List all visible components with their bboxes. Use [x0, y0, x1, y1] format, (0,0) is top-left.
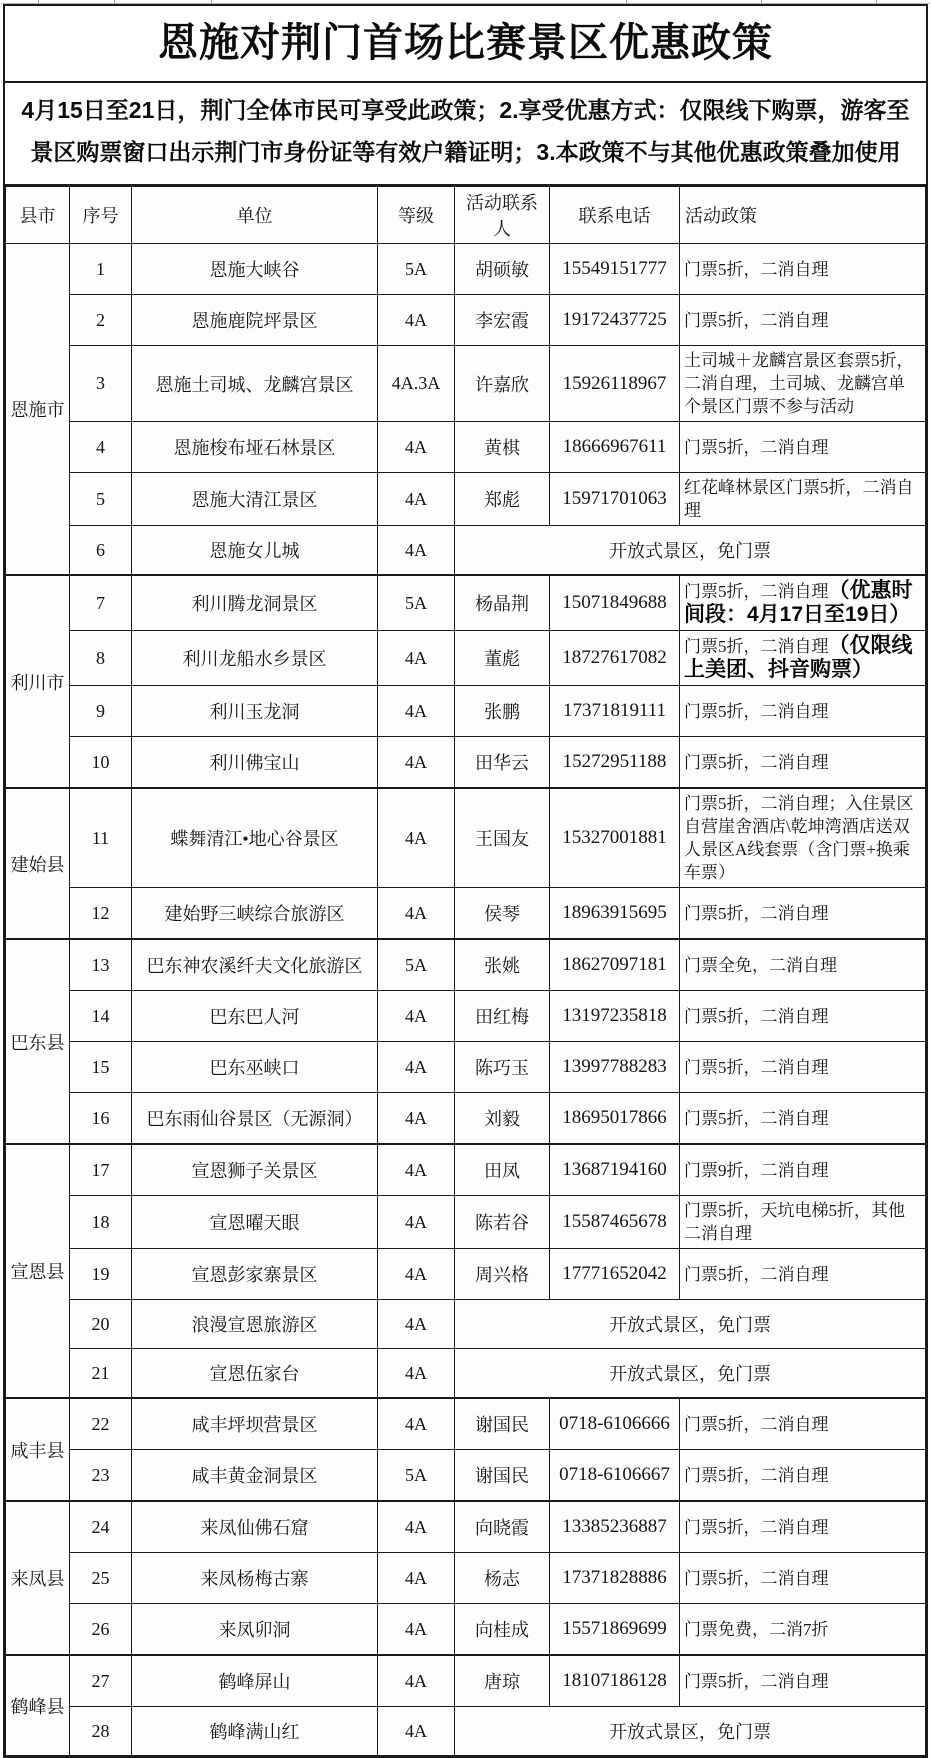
table-row [6, 1450, 926, 1502]
table-row [6, 1349, 926, 1399]
grade-cell: 4A [378, 1655, 455, 1707]
policy-cell [680, 575, 926, 631]
contact-cell: 向晓霞 [455, 1501, 550, 1553]
table-row [6, 1249, 926, 1300]
row-number-cell: 17 [70, 1144, 132, 1196]
unit-cell: 建始野三峡综合旅游区 [132, 888, 378, 940]
policy-text: 门票全免，二消自理 [684, 955, 837, 975]
grade-cell: 4A [378, 1196, 455, 1249]
table-row [6, 1501, 926, 1553]
unit-cell: 恩施鹿院坪景区 [132, 295, 378, 346]
unit-cell: 鹤峰满山红 [132, 1707, 378, 1756]
header-row [6, 187, 926, 244]
grade-cell: 4A [378, 295, 455, 346]
grade-cell: 5A [378, 244, 455, 295]
phone-cell: 15571869699 [550, 1604, 680, 1656]
table-row [6, 295, 926, 346]
policy-text: 门票5折，二消自理 [684, 582, 829, 601]
contact-cell: 黄棋 [455, 422, 550, 473]
phone-cell: 15272951188 [550, 737, 680, 789]
unit-cell: 利川佛宝山 [132, 737, 378, 789]
row-number-cell: 2 [70, 295, 132, 346]
unit-cell: 咸丰坪坝营景区 [132, 1398, 378, 1450]
unit-cell: 巴东巫峡口 [132, 1042, 378, 1093]
contact-cell: 王国友 [455, 788, 550, 888]
contact-cell: 杨志 [455, 1553, 550, 1604]
grade-cell: 4A.3A [378, 346, 455, 422]
policy-text: 门票5折，二消自理 [684, 1465, 829, 1485]
phone-cell: 17771652042 [550, 1249, 680, 1300]
phone-cell: 13385236887 [550, 1501, 680, 1553]
policy-text: 门票5折，天坑电梯5折，其他二消自理 [684, 1201, 905, 1243]
row-number-cell: 7 [70, 575, 132, 631]
policy-table [5, 186, 926, 1756]
unit-cell: 咸丰黄金洞景区 [132, 1450, 378, 1502]
table-row [6, 788, 926, 888]
row-number-cell: 19 [70, 1249, 132, 1300]
grade-cell: 4A [378, 1707, 455, 1756]
policy-cell [680, 1655, 926, 1707]
column-header-4: 活动联系人 [455, 187, 550, 244]
contact-cell: 田华云 [455, 737, 550, 789]
contact-cell: 许嘉欣 [455, 346, 550, 422]
phone-cell: 13687194160 [550, 1144, 680, 1196]
unit-cell: 恩施大峡谷 [132, 244, 378, 295]
policy-text: 门票5折，二消自理 [684, 903, 829, 923]
policy-bold-text: （优惠时间段：4月17日至19日） [684, 579, 913, 626]
policy-cell [680, 1093, 926, 1145]
policy-text: 门票5折，二消自理 [684, 1057, 829, 1077]
phone-cell: 19172437725 [550, 295, 680, 346]
policy-text: 门票5折，二消自理 [684, 1006, 829, 1026]
phone-cell: 0718-6106667 [550, 1450, 680, 1502]
contact-cell: 李宏霞 [455, 295, 550, 346]
policy-cell [680, 939, 926, 991]
table-row [6, 1300, 926, 1349]
policy-cell [680, 1450, 926, 1502]
grade-cell: 4A [378, 686, 455, 737]
unit-cell: 恩施女儿城 [132, 526, 378, 576]
table-row [6, 1196, 926, 1249]
grade-cell: 4A [378, 1249, 455, 1300]
policy-text: 门票5折，二消自理 [684, 701, 829, 721]
city-cell: 鹤峰县 [6, 1655, 70, 1756]
policy-text: 门票5折，二消自理 [684, 1414, 829, 1434]
policy-cell [680, 631, 926, 686]
table-row [6, 244, 926, 295]
row-number-cell: 10 [70, 737, 132, 789]
unit-cell: 蝶舞清江•地心谷景区 [132, 788, 378, 888]
policy-cell [680, 686, 926, 737]
table-row [6, 631, 926, 686]
policy-text: 门票5折，二消自理 [684, 310, 829, 330]
policy-text: 门票5折，二消自理 [684, 1264, 829, 1284]
contact-cell: 陈若谷 [455, 1196, 550, 1249]
unit-cell: 利川龙船水乡景区 [132, 631, 378, 686]
row-number-cell: 9 [70, 686, 132, 737]
policy-notice [3, 4, 928, 1758]
merged-policy-cell: 开放式景区，免门票 [455, 1707, 926, 1756]
row-number-cell: 15 [70, 1042, 132, 1093]
column-header-1: 序号 [70, 187, 132, 244]
contact-cell: 谢国民 [455, 1398, 550, 1450]
contact-cell: 谢国民 [455, 1450, 550, 1502]
contact-cell: 张鹏 [455, 686, 550, 737]
policy-cell [680, 1553, 926, 1604]
row-number-cell: 4 [70, 422, 132, 473]
phone-cell: 17371819111 [550, 686, 680, 737]
table-row [6, 526, 926, 576]
grade-cell: 4A [378, 737, 455, 789]
policy-cell [680, 346, 926, 422]
contact-cell: 张姚 [455, 939, 550, 991]
page-title: 恩施对荆门首场比赛景区优惠政策 [5, 6, 926, 83]
table-row [6, 1093, 926, 1145]
policy-text: 门票5折，二消自理 [684, 437, 829, 457]
row-number-cell: 20 [70, 1300, 132, 1349]
grade-cell: 4A [378, 422, 455, 473]
grade-cell: 4A [378, 1144, 455, 1196]
grade-cell: 4A [378, 1501, 455, 1553]
unit-cell: 恩施土司城、龙麟宫景区 [132, 346, 378, 422]
grade-cell: 4A [378, 473, 455, 526]
phone-cell: 15587465678 [550, 1196, 680, 1249]
grade-cell: 5A [378, 575, 455, 631]
policy-cell [680, 1249, 926, 1300]
policy-text: 红花峰林景区门票5折，二消自理 [684, 478, 914, 520]
row-number-cell: 18 [70, 1196, 132, 1249]
row-number-cell: 27 [70, 1655, 132, 1707]
grade-cell: 4A [378, 788, 455, 888]
unit-cell: 利川腾龙洞景区 [132, 575, 378, 631]
unit-cell: 恩施大清江景区 [132, 473, 378, 526]
policy-cell [680, 1196, 926, 1249]
unit-cell: 利川玉龙洞 [132, 686, 378, 737]
table-row [6, 1707, 926, 1756]
policy-cell [680, 991, 926, 1042]
policy-text: 门票9折，二消自理 [684, 1160, 829, 1180]
contact-cell: 刘毅 [455, 1093, 550, 1145]
contact-cell: 郑彪 [455, 473, 550, 526]
phone-cell: 18107186128 [550, 1655, 680, 1707]
policy-cell [680, 473, 926, 526]
table-row [6, 1144, 926, 1196]
table-row [6, 575, 926, 631]
policy-cell [680, 1042, 926, 1093]
row-number-cell: 22 [70, 1398, 132, 1450]
contact-cell: 侯琴 [455, 888, 550, 940]
city-cell: 利川市 [6, 575, 70, 788]
unit-cell: 宣恩彭家寨景区 [132, 1249, 378, 1300]
unit-cell: 浪漫宣恩旅游区 [132, 1300, 378, 1349]
row-number-cell: 26 [70, 1604, 132, 1656]
unit-cell: 宣恩伍家台 [132, 1349, 378, 1399]
contact-cell: 杨晶荆 [455, 575, 550, 631]
contact-cell: 董彪 [455, 631, 550, 686]
grade-cell: 4A [378, 1349, 455, 1399]
policy-text: 门票5折，二消自理 [684, 1671, 829, 1691]
city-cell: 恩施市 [6, 244, 70, 576]
policy-cell [680, 244, 926, 295]
table-row [6, 473, 926, 526]
grade-cell: 4A [378, 1093, 455, 1145]
phone-cell: 13997788283 [550, 1042, 680, 1093]
grade-cell: 5A [378, 939, 455, 991]
cropped-table-edge [1, 0, 930, 4]
merged-policy-cell: 开放式景区，免门票 [455, 526, 926, 576]
row-number-cell: 24 [70, 1501, 132, 1553]
grade-cell: 4A [378, 991, 455, 1042]
grade-cell: 5A [378, 1450, 455, 1502]
policy-text: 门票5折，二消自理 [684, 1517, 829, 1537]
policy-text: 门票5折，二消自理 [684, 1568, 829, 1588]
policy-text: 门票5折，二消自理 [684, 259, 829, 279]
phone-cell: 15327001881 [550, 788, 680, 888]
grade-cell: 4A [378, 631, 455, 686]
column-header-6: 活动政策 [680, 187, 926, 244]
grade-cell: 4A [378, 1604, 455, 1656]
policy-text: 门票5折，二消自理 [684, 1108, 829, 1128]
table-row [6, 991, 926, 1042]
row-number-cell: 21 [70, 1349, 132, 1399]
city-cell: 建始县 [6, 788, 70, 939]
row-number-cell: 28 [70, 1707, 132, 1756]
table-header [6, 187, 926, 244]
contact-cell: 向桂成 [455, 1604, 550, 1656]
table-row [6, 1604, 926, 1656]
policy-cell [680, 1501, 926, 1553]
grade-cell: 4A [378, 1553, 455, 1604]
policy-cell [680, 1144, 926, 1196]
policy-bold-text: （仅限线上美团、抖音购票） [684, 634, 913, 681]
unit-cell: 巴东巴人河 [132, 991, 378, 1042]
row-number-cell: 1 [70, 244, 132, 295]
table-row [6, 737, 926, 789]
row-number-cell: 3 [70, 346, 132, 422]
phone-cell: 18695017866 [550, 1093, 680, 1145]
contact-cell: 田红梅 [455, 991, 550, 1042]
unit-cell: 宣恩狮子关景区 [132, 1144, 378, 1196]
row-number-cell: 6 [70, 526, 132, 576]
column-header-0: 县市 [6, 187, 70, 244]
contact-cell: 田凤 [455, 1144, 550, 1196]
phone-cell: 18727617082 [550, 631, 680, 686]
phone-cell: 15071849688 [550, 575, 680, 631]
phone-cell: 18666967611 [550, 422, 680, 473]
unit-cell: 来凤杨梅古寨 [132, 1553, 378, 1604]
row-number-cell: 12 [70, 888, 132, 940]
city-cell: 巴东县 [6, 939, 70, 1144]
table-row [6, 1398, 926, 1450]
column-header-5: 联系电话 [550, 187, 680, 244]
grade-cell: 4A [378, 526, 455, 576]
policy-cell [680, 737, 926, 789]
policy-cell [680, 788, 926, 888]
phone-cell: 18963915695 [550, 888, 680, 940]
phone-cell: 13197235818 [550, 991, 680, 1042]
contact-cell: 胡硕敏 [455, 244, 550, 295]
unit-cell: 鹤峰屏山 [132, 1655, 378, 1707]
unit-cell: 宣恩曜天眼 [132, 1196, 378, 1249]
grade-cell: 4A [378, 888, 455, 940]
table-row [6, 1655, 926, 1707]
table-row [6, 1042, 926, 1093]
city-cell: 宣恩县 [6, 1144, 70, 1398]
row-number-cell: 11 [70, 788, 132, 888]
grade-cell: 4A [378, 1042, 455, 1093]
unit-cell: 巴东神农溪纤夫文化旅游区 [132, 939, 378, 991]
row-number-cell: 14 [70, 991, 132, 1042]
policy-cell [680, 888, 926, 940]
row-number-cell: 5 [70, 473, 132, 526]
city-cell: 来凤县 [6, 1501, 70, 1655]
grade-cell: 4A [378, 1398, 455, 1450]
table-row [6, 1553, 926, 1604]
policy-text: 土司城＋龙麟宫景区套票5折，二消自理，土司城、龙麟宫单个景区门票不参与活动 [684, 351, 914, 416]
table-row [6, 888, 926, 940]
policy-text: 门票5折，二消自理 [684, 637, 829, 656]
column-header-2: 单位 [132, 187, 378, 244]
policy-cell [680, 1604, 926, 1656]
row-number-cell: 16 [70, 1093, 132, 1145]
policy-text: 门票5折，二消自理；入住景区自营崖舍酒店\乾坤湾酒店送双人景区A线套票（含门票+换乘车票） [684, 794, 914, 882]
row-number-cell: 13 [70, 939, 132, 991]
grade-cell: 4A [378, 1300, 455, 1349]
row-number-cell: 8 [70, 631, 132, 686]
phone-cell: 18627097181 [550, 939, 680, 991]
merged-policy-cell: 开放式景区，免门票 [455, 1300, 926, 1349]
city-cell: 咸丰县 [6, 1398, 70, 1501]
phone-cell: 15926118967 [550, 346, 680, 422]
phone-cell: 17371828886 [550, 1553, 680, 1604]
table-row [6, 422, 926, 473]
policy-text: 门票免费，二消7折 [684, 1619, 829, 1639]
unit-cell: 来凤卯洞 [132, 1604, 378, 1656]
contact-cell: 陈巧玉 [455, 1042, 550, 1093]
row-number-cell: 25 [70, 1553, 132, 1604]
unit-cell: 恩施梭布垭石林景区 [132, 422, 378, 473]
table-body [6, 244, 926, 1756]
contact-cell: 唐琼 [455, 1655, 550, 1707]
unit-cell: 来凤仙佛石窟 [132, 1501, 378, 1553]
merged-policy-cell: 开放式景区，免门票 [455, 1349, 926, 1399]
contact-cell: 周兴格 [455, 1249, 550, 1300]
policy-notes: 4月15日至21日，荆门全体市民可享受此政策；2.享受优惠方式：仅限线下购票，游客至景区购票窗口出示荆门市身份证等有效户籍证明；3.本政策不与其他优惠政策叠加使用 [5, 83, 926, 186]
policy-cell [680, 295, 926, 346]
table-row [6, 939, 926, 991]
policy-cell [680, 422, 926, 473]
table-row [6, 346, 926, 422]
row-number-cell: 23 [70, 1450, 132, 1502]
phone-cell: 0718-6106666 [550, 1398, 680, 1450]
unit-cell: 巴东雨仙谷景区（无源洞） [132, 1093, 378, 1145]
column-header-3: 等级 [378, 187, 455, 244]
table-row [6, 686, 926, 737]
phone-cell: 15971701063 [550, 473, 680, 526]
policy-cell [680, 1398, 926, 1450]
phone-cell: 15549151777 [550, 244, 680, 295]
policy-text: 门票5折，二消自理 [684, 752, 829, 772]
